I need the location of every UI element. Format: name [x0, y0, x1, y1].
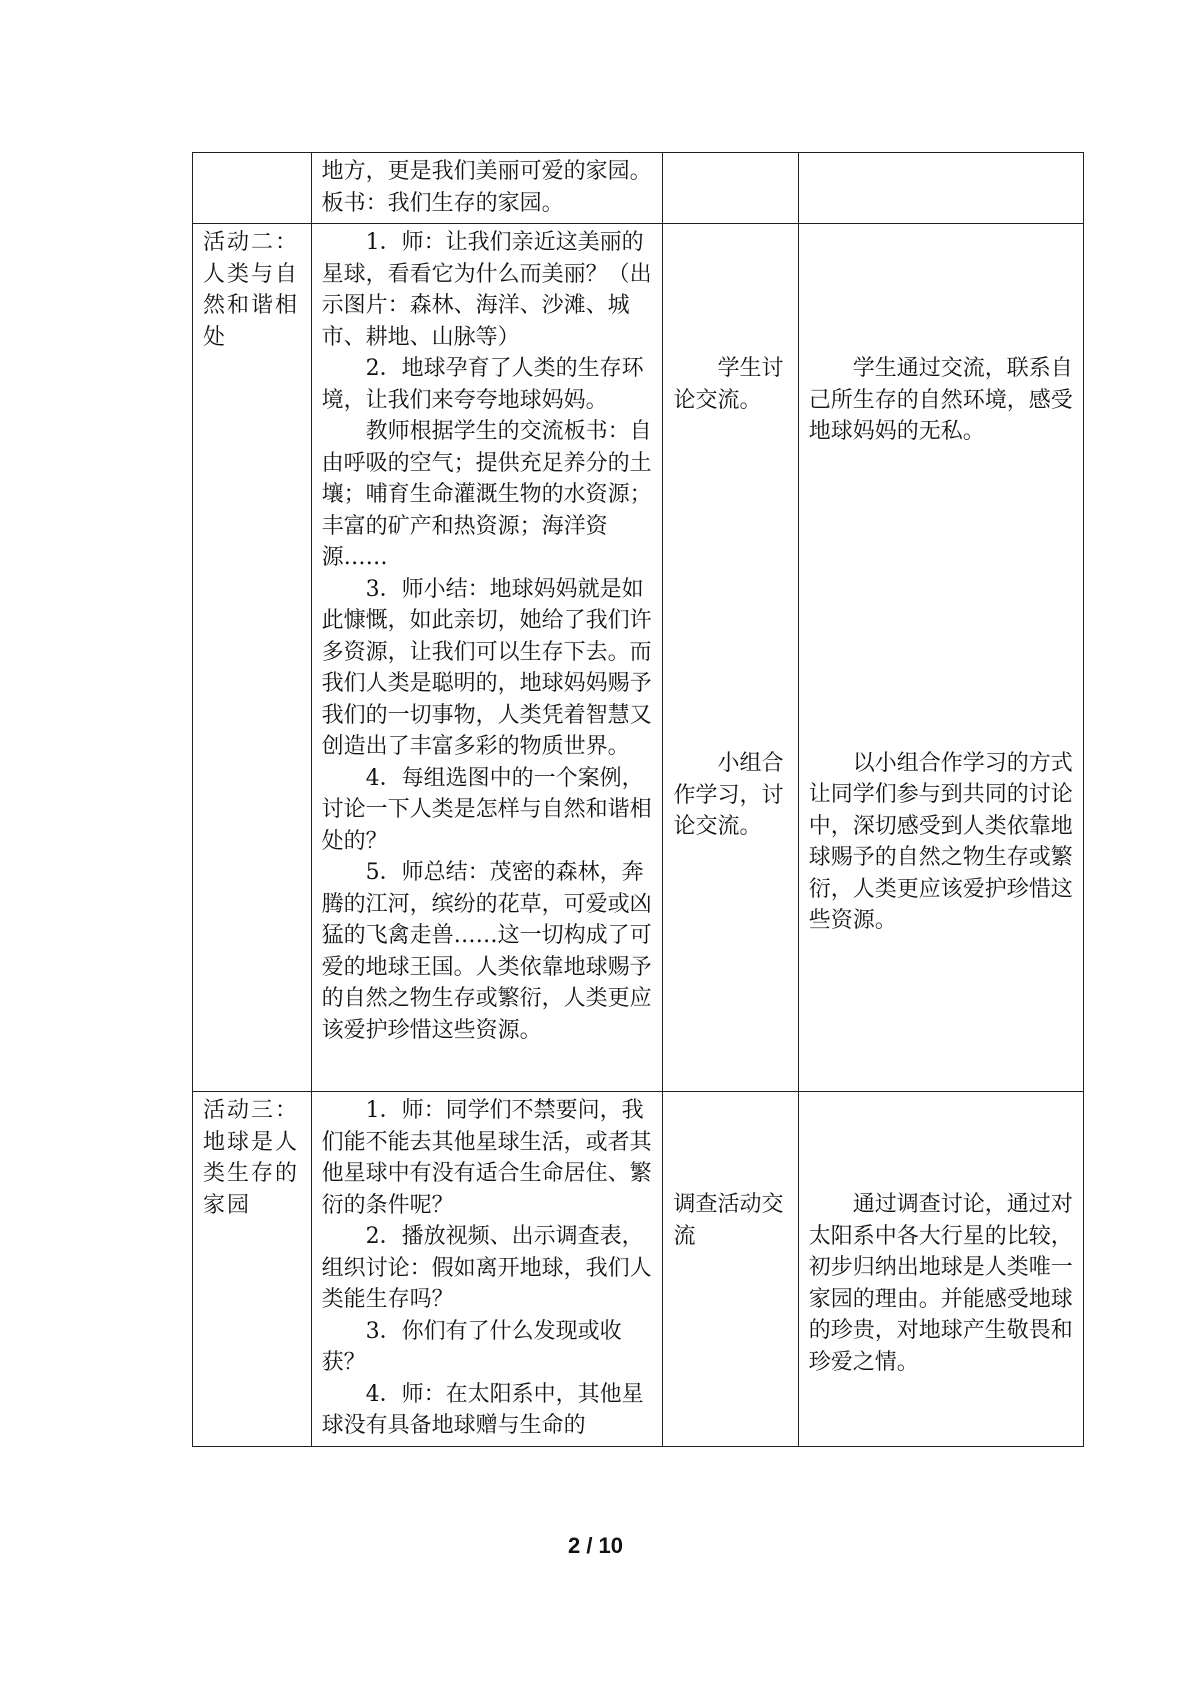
- content-paragraph: 1．师：同学们不禁要问，我们能不能去其他星球生活，或者其他星球中有没有适合生命居住、繁衍的条件呢？: [321, 1098, 652, 1218]
- content-paragraph: 地方，更是我们美丽可爱的家园。板书：我们生存的家园。: [321, 159, 652, 216]
- intent-text: 通过调查讨论，通过对太阳系中各大行星的比较，初步归纳出地球是人类唯一家园的理由。并能感受地球的珍贵，对地球产生敬畏和珍爱之情。: [808, 1192, 1073, 1375]
- content-paragraph: 教师根据学生的交流板书：自由呼吸的空气；提供充足养分的土壤；哺育生命灌溉生物的水资源；丰富的矿产和热资源；海洋资源……: [321, 419, 652, 570]
- student-activity-text: 学生讨论交流。: [673, 356, 784, 413]
- intent-text: 学生通过交流，联系自己所生存的自然环境，感受地球妈妈的无私。: [808, 356, 1073, 444]
- activity-cell: [193, 1092, 312, 1447]
- content-paragraph: 5．师总结：茂密的森林，奔腾的江河，缤纷的花草，可爱或凶猛的飞禽走兽……这一切构成了可爱的地球王国。人类依靠地球赐予的自然之物生存或繁衍，人类更应该爱护珍惜这些资源。: [321, 860, 652, 1043]
- page-separator: /: [580, 1533, 599, 1558]
- content-paragraph: 2．播放视频、出示调查表，组织讨论：假如离开地球，我们人类能生存吗？: [321, 1224, 652, 1312]
- intent-text: 以小组合作学习的方式让同学们参与到共同的讨论中，深切感受到人类依靠地球赐予的自然之物生存或繁衍，人类更应该爱护珍惜这些资源。: [808, 750, 1073, 933]
- student-activity-text: 调查活动交流: [673, 1192, 784, 1249]
- content-cell: [311, 224, 663, 1092]
- student-activity-text: 小组合作学习，讨论交流。: [673, 751, 784, 839]
- activity-cell: [193, 153, 312, 224]
- current-page: 2: [567, 1533, 581, 1558]
- content-paragraph: 4．每组选图中的一个案例，讨论一下人类是怎样与自然和谐相处的？: [321, 765, 652, 854]
- lesson-plan-table: [192, 152, 1084, 1447]
- activity-title: 活动三：地球是人类生存的家园: [203, 1098, 300, 1218]
- total-pages: 10: [598, 1533, 624, 1558]
- activity-cell: [193, 224, 312, 1092]
- intent-cell: [798, 224, 1083, 1092]
- table-row: [193, 224, 1084, 1092]
- content-paragraph: 1．师：让我们亲近这美丽的星球，看看它为什么而美丽？（出示图片：森林、海洋、沙滩、城市、耕地、山脉等）: [321, 230, 652, 350]
- content-paragraph: 3．你们有了什么发现或收获？: [321, 1318, 622, 1375]
- intent-cell: [798, 153, 1083, 224]
- table-row: [193, 1092, 1084, 1447]
- page-number: [0, 1533, 1191, 1559]
- intent-cell: [798, 1092, 1083, 1447]
- content-paragraph: 2．地球孕育了人类的生存环境，让我们来夸夸地球妈妈。: [321, 356, 644, 413]
- table-row: [193, 153, 1084, 224]
- content-cell: [311, 1092, 663, 1447]
- activity-title: 活动二：人类与自然和谐相处: [203, 230, 300, 350]
- content-paragraph: 3．师小结：地球妈妈就是如此慷慨，如此亲切，她给了我们许多资源，让我们可以生存下去。而我们人类是聪明的，地球妈妈赐予我们的一切事物，人类凭着智慧又创造出了丰富多彩的物质世界。: [321, 576, 652, 759]
- content-paragraph: 4．师：在太阳系中，其他星球没有具备地球赠与生命的: [321, 1381, 644, 1438]
- student-activity-cell: [663, 1092, 798, 1447]
- content-cell: [311, 153, 663, 224]
- student-activity-cell: [663, 224, 798, 1092]
- student-activity-cell: [663, 153, 798, 224]
